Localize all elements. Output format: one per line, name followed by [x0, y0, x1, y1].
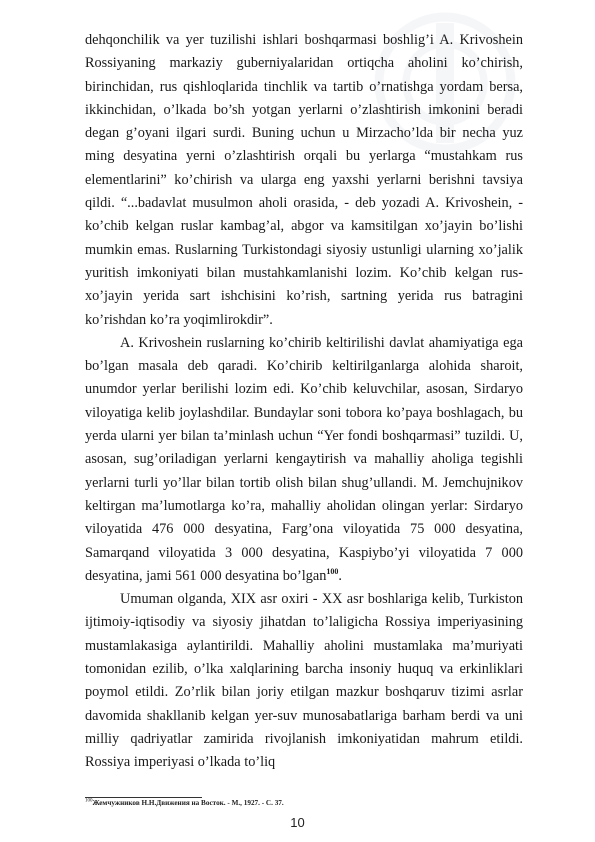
footnote-separator	[85, 797, 202, 798]
footnote-reference[interactable]: 100	[326, 567, 339, 577]
footnote-number: 100	[85, 798, 93, 804]
body-text	[85, 29, 523, 775]
paragraph-2	[85, 332, 523, 588]
paragraph-2-end: .	[338, 567, 342, 584]
page-number: 10	[290, 815, 305, 830]
paragraph-2-text: A. Krivoshein ruslarning ko’chirib keltirilishi davlat ahamiyatiga ega bo’lgan masala deb qaradi. Ko’chirib keltirilganlarga alohida sharoit, unumdor yerlar berilishi lozim edi. Ko’chib keluvchilar, asosan, Sirdaryo viloyatiga kelib joylashdilar. Bundaylar soni tobora ko’paya boshlagach, bu yerda ularni yer bilan ta’minlash uchun “Yer fondi boshqarmasi” tuzildi. U, asosan, sug’oriladigan yerlarni kengaytirish va mahalliy aholiga tegishli yerlarni turli yo’llar bilan tortib olish bilan shug’ullandi. M. Jemchujnikov keltirgan ma’lumotlarga ko’ra, mahalliy aholidan olingan yerlar: Sirdaryo viloyatida 476 000 desyatina, Farg’ona viloyatida 75 000 desyatina, Samarqand viloyatida 3 000 desyatina, Kaspiybo’yi viloyatida 7 000 desyatina, jami 561 000 desyatina bo’lgan	[85, 334, 523, 584]
footnote-text: Жемчужников Н.Н.Движения на Восток. - М., 1927. - С. 37.	[92, 799, 284, 807]
paragraph-1: dehqonchilik va yer tuzilishi ishlari boshqarmasi boshlig’i A. Krivoshein Rossiyaning markaziy guberniyalaridan ortiqcha aholini ko’chirish, birinchidan, rus qishloqlarida tinchlik va tartib o’rnatishga yordam bersa, ikkinchidan, o’lkada bo’sh yotgan yerlarni o’zlashtirish imkonini beradi degan g’oyani ilgari surdi. Buning uchun u Mirzacho’lda bir necha yuz ming desyatina yerni o’zlashtirish orqali bu yerlarga “mustahkam rus elementlarini” ko’chirish va ularga eng yaxshi yerlarni berishni tavsiya qildi. “...badavlat musulmon aholi orasida, - deb yozadi A. Krivoshein, - ko’chib kelgan ruslar kambag’al, abgor va kamsitilgan xo’jayin bo’lishi mumkin emas. Ruslarning Turkistondagi siyosiy ustunligi ularning xo’jalik yuritish imkoniyati bilan mustahkamlanishi lozim. Ko’chib kelgan rus-xo’jayin yerida sart ishchisini ko’rish, sartning yerida rus batragini ko’rishdan ko’ra yoqimlirokdir”.	[85, 32, 523, 328]
footnote	[85, 799, 523, 808]
paragraph-3: Umuman olganda, XIX asr oxiri - XX asr boshlariga kelib, Turkiston ijtimoiy-iqtisodiy va siyosiy jihatdan to’laligicha Rossiya imperiyasining mustamlakasiga aylantirildi. Mahalliy aholini mustamlaka ma’muriyati tomonidan ezilib, o’lka xalqlarining barcha insoniy huquq va erkinliklari poymol etildi. Zo’rlik bilan joriy etilgan mazkur boshqaruv tizimi asrlar davomida shakllanib kelgan yer-suv munosabatlariga barham berdi va uni milliy qadriyatlar zamirida rivojlanish imkoniyatidan mahrum etildi. Rossiya imperiyasi o’lkada to’liq	[85, 591, 523, 771]
